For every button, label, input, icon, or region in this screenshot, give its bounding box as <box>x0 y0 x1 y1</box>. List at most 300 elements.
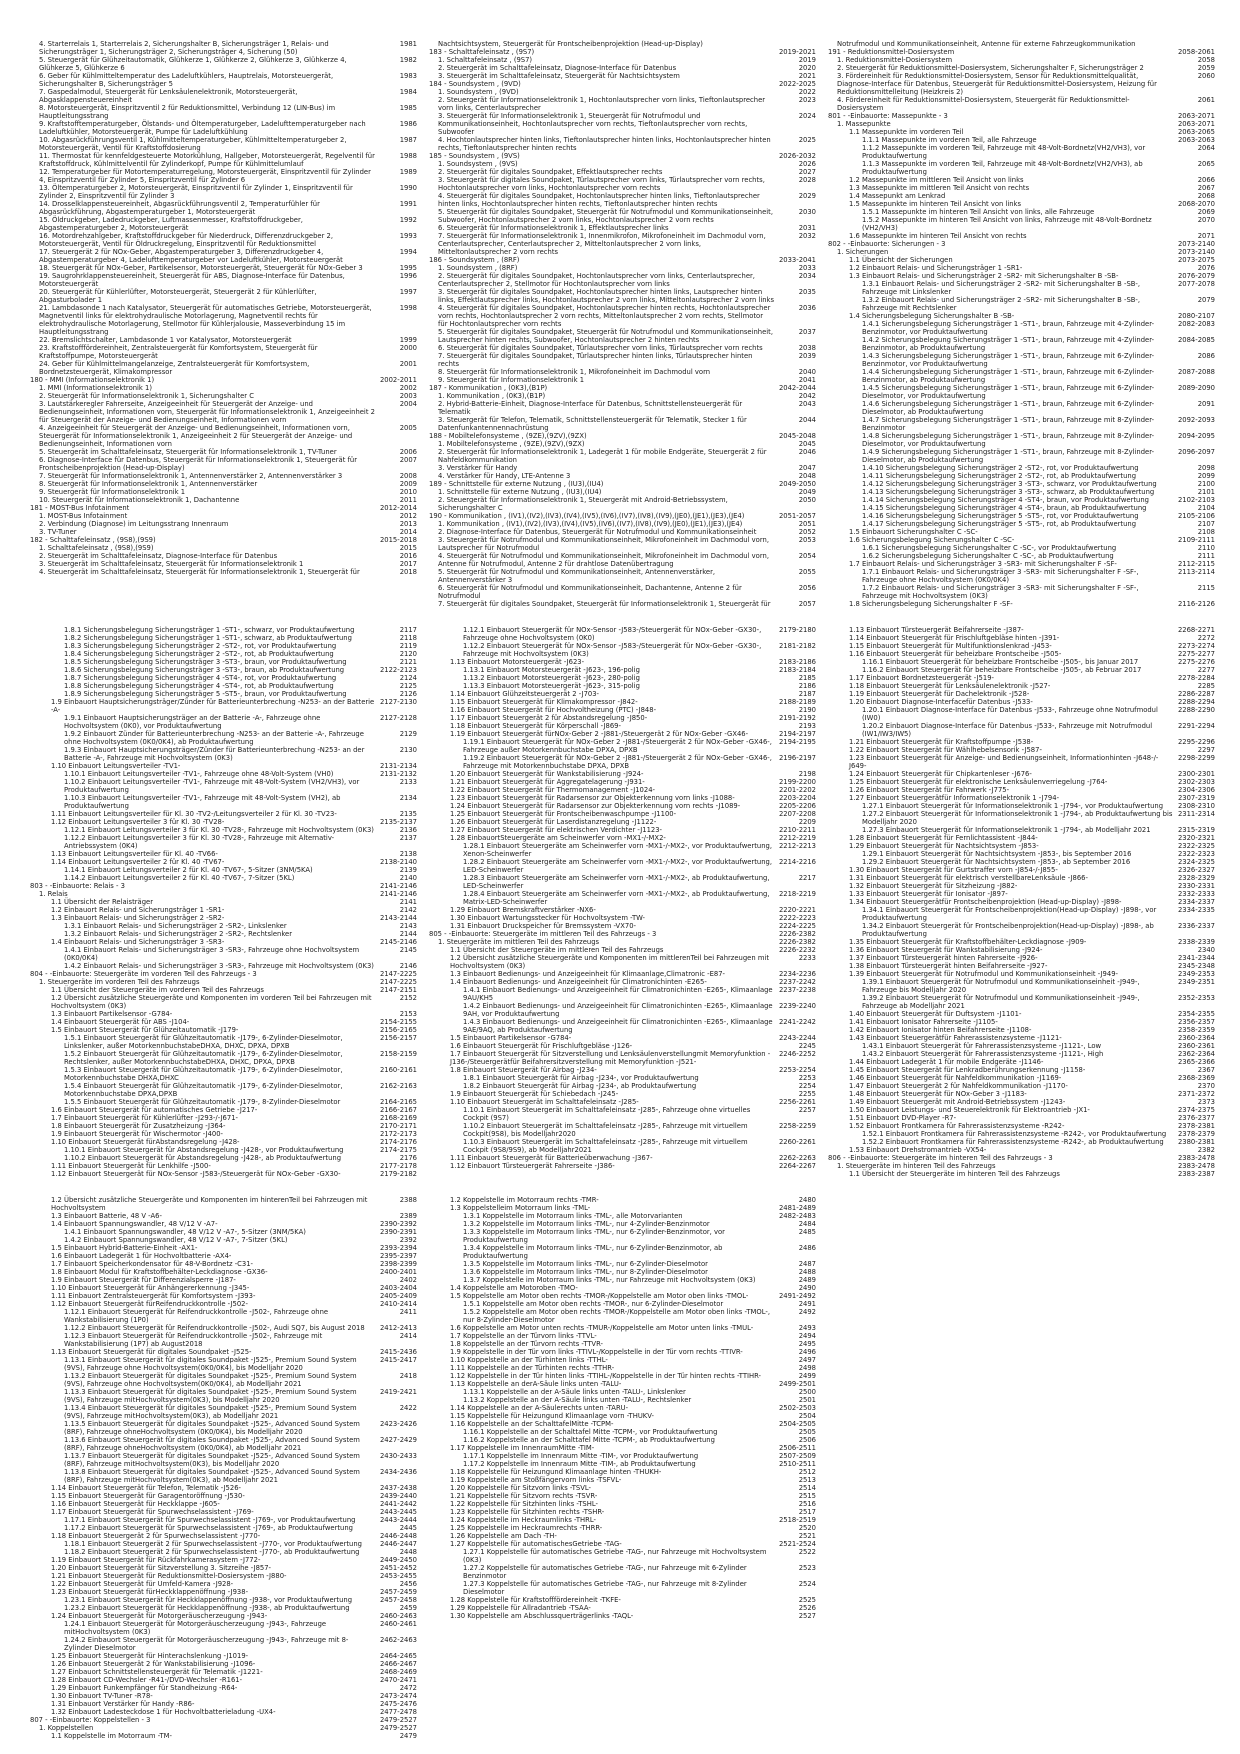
entry-page-range: 1989 <box>399 168 417 176</box>
index-entry-row <box>30 746 415 762</box>
entry-page-range: 2520 <box>798 1524 816 1532</box>
index-entry-row <box>429 72 814 80</box>
entry-page-range: 2518-2519 <box>778 1516 816 1524</box>
index-entry-row <box>30 1676 415 1684</box>
index-entry-row <box>30 1130 415 1138</box>
entry-text: 1.1 Übersicht der Relaisträger <box>51 898 153 906</box>
entry-page-range: 2311-2314 <box>1177 810 1215 818</box>
entry-text: 17. Steuergerät 2 für NOx-Geber, Abgastemperaturgeber 3, Differenzdruckgeber 4, Abgastemperaturgeber 4, Ladelufttemperaturgeber vor Ladeluftkühler, Motorsteuergerät <box>39 248 343 264</box>
entry-page-range: 2024 <box>798 112 816 120</box>
index-entry-row <box>429 1268 814 1276</box>
index-entry-row <box>429 552 814 568</box>
entry-text: 1.12.2 Einbauort Steuergerät für Reifendruckkontrolle -J502-, Audi SQ7, bis August 2018 <box>64 1324 365 1332</box>
entry-text: 1.26 Einbauort Steuergerät für Fahrwerk -J775- <box>849 786 1010 794</box>
index-entry-row <box>30 1122 415 1130</box>
entry-page-range: 2383-2478 <box>1177 1154 1215 1162</box>
entry-text: 1.13 Einbauort Steuergerät für digitales Soundpaket -J525- <box>51 1348 252 1356</box>
entry-page-range: 2049-2050 <box>778 480 816 488</box>
index-entry-row <box>429 344 814 352</box>
index-entry-row <box>30 456 415 472</box>
entry-page-range: 2487 <box>798 1260 816 1268</box>
index-entry-row <box>30 400 415 424</box>
index-entry-row <box>828 794 1213 802</box>
index-entry-row <box>30 1284 415 1292</box>
entry-text: 1.28 Einbauort Steuergerät für Fernlichtassistent -J844- <box>849 834 1038 842</box>
entry-text: 1.4.2 Einbauort Spannungswandler, 48 V/12 V -A7-, 7-Sitzer (5KL) <box>64 1236 288 1244</box>
entry-text: 1.11 Einbauort Steuergerät für Batterieüberwachung -J367- <box>450 1154 653 1162</box>
entry-text: 1.13 Einbauort Motorsteuergerät -J623- <box>450 658 585 666</box>
index-entry-row <box>429 1580 814 1596</box>
index-entry-row <box>30 72 415 88</box>
index-entry-row <box>828 1122 1213 1130</box>
entry-text: 1.14.2 Einbauort Leitungsverteiler 2 für Kl. 40 -TV67-, 7-Sitzer (5KL) <box>64 874 295 882</box>
entry-page-range: 2322-2323 <box>1177 850 1215 858</box>
entry-page-range: 2000 <box>399 344 417 352</box>
entry-text: 1.1 Massepunkte im vorderen Teil <box>849 128 964 136</box>
index-entry-row <box>828 520 1213 528</box>
index-entry-row <box>828 858 1213 866</box>
entry-text: 1. Sicherungen <box>837 248 889 256</box>
index-entry-row <box>30 1484 415 1492</box>
index-entry-row <box>828 746 1213 754</box>
entry-text: 1.17 Koppelstelle im InnenraumMitte -TIM- <box>450 1444 595 1452</box>
entry-page-range: 2512 <box>798 1468 816 1476</box>
entry-page-range: 2457-2458 <box>379 1596 417 1604</box>
index-section-row <box>30 376 415 384</box>
index-entry-row <box>828 890 1213 898</box>
entry-text: 15. Öldruckgeber, Ladedruckgeber, Luftmassenmesser, Kraftstoffdruckgeber, Abgastemperaturgeber 2, Motorsteuergerät <box>39 216 303 232</box>
entry-text: 1.3.3 Koppelstelle im Motorraum links -TML-, nur 6-Zylinder-Benzinmotor, vor Produktaufwertung <box>463 1228 725 1244</box>
entry-text: 1.12 Einbauort Steuergerät fürReifendruckkontrolle -J502- <box>51 1300 248 1308</box>
index-entry-row <box>429 1452 814 1460</box>
entry-text: 7. Steuergerät für digitales Soundpaket, Türlautsprecher hinten links, Türlautsprecher hinten rechts <box>438 352 753 368</box>
entry-page-range: 2068-2070 <box>1177 200 1215 208</box>
entry-page-range: 2415-2417 <box>379 1356 417 1364</box>
entry-page-range: 2040 <box>798 368 816 376</box>
entry-text: 1.27.3 Einbauort Steuergerät für Informationselektronik 1 -J794-, ab Modelljahr 2021 <box>862 826 1151 834</box>
index-entry-row <box>30 1244 415 1252</box>
entry-page-range: 2076 <box>1197 264 1215 272</box>
index-entry-row <box>30 1508 415 1516</box>
index-entry-row <box>429 1356 814 1364</box>
entry-text: 1.4.2 Einbauort Bedienungs- und Anzeigeeinheit für Climatronichinten -E265-, Klimaanlage 9AH, vor Produktaufwertung <box>463 1002 773 1018</box>
entry-page-range: 2245 <box>798 1042 816 1050</box>
entry-text: 1.8.9 Sicherungsbelegung Sicherungsträger 5 -ST5-, braun, vor Produktaufwertung <box>64 690 347 698</box>
entry-text: 1.18 Einbauort Steuergerät für Körperschall -J869- <box>450 722 621 730</box>
index-entry-row <box>828 1170 1213 1178</box>
index-entry-row <box>429 698 814 706</box>
index-entry-row <box>30 1660 415 1668</box>
index-entry-row <box>429 1484 814 1492</box>
index-entry-row <box>828 528 1213 536</box>
index-section-row <box>429 80 814 88</box>
index-entry-row <box>429 1324 814 1332</box>
index-section-row <box>429 432 814 440</box>
entry-page-range: 2038 <box>798 344 816 352</box>
index-entry-row <box>429 1468 814 1476</box>
index-entry-row <box>30 1154 415 1162</box>
entry-page-range: 2278-2284 <box>1177 674 1215 682</box>
entry-text: 1.13.1 Einbauort Motorsteuergerät -J623-, 196-polig <box>463 666 640 674</box>
entry-text: 4. Steuergerät für digitales Soundpaket, Hochtonlautsprecher hinten links, Tieftonlautsprecher hinten links, Hochtonlautsprecher hinten rechts, Tieftonlautsprecher hinten rechts <box>438 192 760 208</box>
index-entry-row <box>30 930 415 938</box>
entry-page-range: 2032 <box>798 232 816 240</box>
entry-page-range: 2190 <box>798 706 816 714</box>
entry-page-range: 2179-2180 <box>778 626 816 634</box>
entry-text: 1.4.2 Einbauort Relais- und Sicherungsträger 3 -SR3-, Fahrzeuge mit Hochvoltsystem (0K3) <box>64 962 374 970</box>
entry-text: 1. Mobiltelefonsysteme , (9ZE),(9ZV),(9ZX) <box>438 440 585 448</box>
index-entry-row <box>30 1220 415 1228</box>
entry-text: 1.4.8 Sicherungsbelegung Sicherungsträger 1 -ST1-, braun, Fahrzeuge mit 8-Zylinder-Dieselmotor, vor Produktaufwertung <box>862 432 1155 448</box>
entry-text: 1.10.1 Einbauort Leitungsverteiler -TV1-, Fahrzeuge ohne 48-Volt-System (VH0) <box>64 770 334 778</box>
index-entry-row <box>429 1548 814 1564</box>
entry-text: 1.1.2 Massepunkte im vorderen Teil, Fahrzeuge mit 48-Volt-Bordnetz(VH2/VH3), vor Produktaufwertung <box>862 144 1146 160</box>
entry-text: 1.46 Einbauort Steuergerät für Nahfeldkommunikation -J1169- <box>849 1074 1062 1082</box>
entry-text: 1.16 Koppelstelle an der SchalttafelMitte -TCPM- <box>450 1420 614 1428</box>
index-entry-row <box>30 1548 415 1556</box>
entry-text: 1.7 Einbauort Speicherkondensator für 48-V-Bordnetz -C31- <box>51 1260 254 1268</box>
entry-page-range: 2058-2061 <box>1177 48 1215 56</box>
entry-text: 1.3.1 Koppelstelle im Motorraum links -TML-, alle Motorvarianten <box>463 1212 683 1220</box>
entry-page-range: 2037 <box>798 328 816 336</box>
index-entry-row <box>30 1452 415 1468</box>
entry-page-range: 2130 <box>399 746 417 754</box>
entry-text: 1. Soundsystem , (9VD) <box>438 88 519 96</box>
entry-page-range: 1984 <box>399 88 417 96</box>
entry-page-range: 2392 <box>399 1236 417 1244</box>
entry-page-range: 2140 <box>399 874 417 882</box>
index-entry-row <box>429 802 814 810</box>
index-entry-row <box>429 1138 814 1154</box>
entry-page-range: 2029 <box>798 192 816 200</box>
entry-page-range: 2479-2527 <box>379 1724 417 1732</box>
entry-text: 1.9.2 Einbauort Zünder für Batterieunterbrechung -N253- an der Batterie -A-, Fahrzeuge ohne Hochvoltsystem (0K0/0K4), ab Produktaufwertung <box>64 730 364 746</box>
entry-text: 1.3.2 Einbauort Relais- und Sicherungsträger 2 -SR2-, Rechtslenker <box>64 930 293 938</box>
index-entry-row <box>429 440 814 448</box>
entry-text: 1.13.3 Einbauort Motorsteuergerät -J623-, 315-polig <box>463 682 640 690</box>
entry-page-range: 2077-2078 <box>1177 280 1215 288</box>
entry-text: 1.19 Einbauort Steuergerät fürNOx-Geber 2 -J881-/Steuergerät 2 für NOx-Geber -GX46- <box>450 730 749 738</box>
entry-text: 1.21 Einbauort Steuergerät für Reduktionsmittel-Dosiersystem -J880- <box>51 1572 287 1580</box>
index-entry-row <box>429 1396 814 1404</box>
index-entry-row <box>429 496 814 512</box>
index-entry-row <box>30 1098 415 1106</box>
entry-text: 1.4.3 Sicherungsbelegung Sicherungsträger 1 -ST1-, braun, Fahrzeuge mit 6-Zylinder-Benzinmotor, vor Produktaufwertung <box>862 352 1155 368</box>
entry-text: 5. Steuergerät für Glühzeitautomatik, Glühkerze 1, Glühkerze 2, Glühkerze 3, Glühkerze 4, Glühkerze 5, Glühkerze 6 <box>39 56 347 72</box>
entry-text: 1.2 Einbauort Relais- und Sicherungsträger 1 -SR1- <box>51 906 225 914</box>
index-entry-row <box>30 1612 415 1620</box>
index-section-row <box>429 512 814 520</box>
entry-text: 1.3 Koppelstelleim Motorraum links -TML- <box>450 1204 591 1212</box>
entry-text: 1.8.1 Einbauort Steuergerät für Airbag -J234-, vor Produktaufwertung <box>463 1074 699 1082</box>
entry-text: 1.4.15 Sicherungsbelegung Sicherungsträger 4 -ST4-, braun, ab Produktaufwertung <box>862 504 1147 512</box>
entry-text: 1. Steuergeräte im mittleren Teil des Fahrzeugs <box>438 938 600 946</box>
index-entry-row <box>828 272 1213 280</box>
index-entry-row <box>429 464 814 472</box>
entry-page-range: 2390-2392 <box>379 1220 417 1228</box>
index-entry-row <box>30 264 415 272</box>
index-entry-row <box>30 1146 415 1154</box>
index-entry-row <box>30 658 415 666</box>
entry-text: 1.12.2 Einbauort Steuergerät für NOx-Sensor -J583-/Steuergerät für NOx-Geber -GX30-, Fahrzeuge mit Hochvoltsystem (0K3) <box>463 642 762 658</box>
index-entry-row <box>30 810 415 818</box>
index-entry-row <box>30 1588 415 1596</box>
entry-page-range: 2105-2106 <box>1177 512 1215 520</box>
entry-page-range: 2141-2146 <box>379 890 417 898</box>
index-entry-row <box>30 1082 415 1098</box>
index-entry-row <box>429 1508 814 1516</box>
entry-text: 1.27.3 Koppelstelle für automatisches Getriebe -TAG-, nur Fahrzeuge mit 8-Zylinder Dieselmotor <box>463 1580 747 1596</box>
entry-text: 2. Steuergerät im Schalttafeleinsatz, Diagnose-Interface für Datenbus <box>438 64 677 72</box>
entry-text: 1. Relais <box>39 890 68 898</box>
entry-text: 1.3.1 Einbauort Relais- und Sicherungsträger 2 -SR2- mit Sicherungshalter B -SB-, Fahrzeuge mit Linkslenker <box>862 280 1141 296</box>
index-column <box>30 1196 415 1740</box>
index-entry-row <box>828 1090 1213 1098</box>
entry-page-range: 2514 <box>798 1484 816 1492</box>
index-entry-row <box>828 850 1213 858</box>
entry-text: 3. TV-Tuner <box>39 528 77 536</box>
index-entry-row <box>429 376 814 384</box>
entry-page-range: 2275-2276 <box>1177 658 1215 666</box>
entry-page-range: 2495 <box>798 1340 816 1348</box>
entry-text: 1.26 Koppelstelle am Dach -TH- <box>450 1532 557 1540</box>
index-column <box>828 40 1213 608</box>
index-entry-row <box>30 1010 415 1018</box>
entry-text: 2. Steuergerät im Schalttafeleinsatz, Diagnose-Interface für Datenbus <box>39 552 278 560</box>
entry-text: 1.4.6 Sicherungsbelegung Sicherungsträger 1 -ST1-, braun, Fahrzeuge mit 6-Zylinder-Dieselmotor, ab Produktaufwertung <box>862 400 1155 416</box>
entry-page-range: 2383-2387 <box>1177 1170 1215 1178</box>
index-band-top <box>30 40 1213 608</box>
entry-page-range: 2304-2306 <box>1177 786 1215 794</box>
entry-text: 1.8.7 Sicherungsbelegung Sicherungsträger 4 -ST4-, rot, vor Produktaufwertung <box>64 674 337 682</box>
entry-page-range: 2174-2175 <box>379 1146 417 1154</box>
index-entry-row <box>429 690 814 698</box>
entry-page-range: 1985 <box>399 104 417 112</box>
index-entry-row <box>30 512 415 520</box>
entry-page-range: 2445 <box>399 1524 417 1532</box>
entry-page-range: 2059 <box>1197 64 1215 72</box>
index-entry-row <box>828 352 1213 368</box>
index-entry-row <box>30 1212 415 1220</box>
entry-text: 1.31 Einbauort Steuergerät für elektrisch verstellbareLenksäule -J866- <box>849 874 1088 882</box>
entry-text: 4. Hochtonlautsprecher hinten links, Tieftonlautsprecher hinten links, Hochtonlautsprecher hinten rechts, Tieftonlautsprecher hinten rechts <box>438 136 771 152</box>
entry-page-range: 1998 <box>399 304 417 312</box>
entry-page-range: 2288-2294 <box>1177 698 1215 706</box>
entry-page-range: 2201-2202 <box>778 786 816 794</box>
entry-text: 1.5.2 Koppelstelle am Motor oben rechts -TMOR-/Koppelstelle am Motor oben links -TMOL-, nur 8-Zylinder-Dieselmotor <box>463 1308 770 1324</box>
entry-page-range: 2028 <box>798 176 816 184</box>
index-entry-row <box>30 1268 415 1276</box>
index-entry-row <box>828 472 1213 480</box>
entry-page-range: 2154-2155 <box>379 1018 417 1026</box>
index-entry-row <box>828 200 1213 208</box>
entry-page-range: 2510-2511 <box>778 1460 816 1468</box>
index-entry-row <box>828 770 1213 778</box>
index-entry-row <box>30 1692 415 1700</box>
entry-page-range: 2104 <box>1197 504 1215 512</box>
entry-text: 1.8.3 Sicherungsbelegung Sicherungsträger 2 -ST2-, rot, vor Produktaufwertung <box>64 642 337 650</box>
entry-page-range: 2116-2126 <box>1177 600 1215 608</box>
entry-page-range: 2521 <box>798 1532 816 1540</box>
index-entry-row <box>828 1106 1213 1114</box>
index-entry-row <box>828 666 1213 674</box>
index-entry-row <box>429 288 814 304</box>
entry-text: 9. Kraftstofftemperaturgeber, Ölstands- und Öltemperaturgeber, Ladelufttemperaturgeber nach Ladeluftkühler, Motorsteuergerät, Pumpe für Ladeluftkühlung <box>39 120 366 136</box>
index-entry-row <box>30 56 415 72</box>
entry-page-range: 2499-2501 <box>778 1380 816 1388</box>
entry-page-range: 2136 <box>399 826 417 834</box>
index-entry-row <box>30 1026 415 1034</box>
entry-text: 1.4 Einbauort Steuergerät für ABS -J104- <box>51 1018 190 1026</box>
entry-page-range: 2039 <box>798 352 816 360</box>
entry-page-range: 2071 <box>1197 232 1215 240</box>
entry-page-range: 2256-2261 <box>778 1098 816 1106</box>
entry-page-range: 2058 <box>1197 56 1215 64</box>
index-entry-row <box>828 954 1213 962</box>
entry-text: 1.13.2 Einbauort Motorsteuergerät -J623-, 280-polig <box>463 674 640 682</box>
index-entry-row <box>429 488 814 496</box>
index-entry-row <box>30 424 415 448</box>
entry-text: 1.24 Koppelstelle im Heckraumlinks -THRL- <box>450 1516 596 1524</box>
entry-text: 1.4.12 Sicherungsbelegung Sicherungsträger 3 -ST3-, schwarz, vor Produktaufwertung <box>862 480 1157 488</box>
index-entry-row <box>429 600 814 608</box>
index-entry-row <box>429 658 814 666</box>
entry-text: 1.49 Einbauort Steuergerät mit Android-Betriebssystem -J1243- <box>849 1098 1066 1106</box>
index-entry-row <box>828 1146 1213 1154</box>
entry-page-range: 2124 <box>399 674 417 682</box>
index-entry-row <box>30 1324 415 1332</box>
entry-text: 1.27.2 Koppelstelle für automatisches Getriebe -TAG-, nur Fahrzeuge mit 6-Zylinder Benzinmotor <box>463 1564 747 1580</box>
index-column <box>30 626 415 1178</box>
entry-text: 1.32 Einbauort Ladesteckdose 1 für Hochvoltbatterieladung -UX4- <box>51 1708 276 1716</box>
entry-text: 1.30 Einbauort TV-Tuner -R78- <box>51 1692 153 1700</box>
entry-text: 5. Steuergerät im Schalttafeleinsatz, Steuergerät für Informationselektronik 1, TV-Tuner <box>39 448 337 456</box>
entry-page-range: 2488 <box>798 1268 816 1276</box>
index-entry-row <box>429 56 814 64</box>
index-entry-row <box>429 192 814 208</box>
entry-text: 182 - Schalttafeleinsatz , (9S8),(9S9) <box>30 536 156 544</box>
entry-text: 2. Steuergerät für Informationselektronik 1, Steuergerät mit Android-Betriebssystem, Sicherungshalter C <box>438 496 728 512</box>
entry-text: 189 - Schnittstelle für externe Nutzung , (IU3),(IU4) <box>429 480 604 488</box>
entry-text: 1.8.4 Sicherungsbelegung Sicherungsträger 2 -ST2-, rot, ab Produktaufwertung <box>64 650 334 658</box>
entry-text: 1.4.1 Sicherungsbelegung Sicherungsträger 1 -ST1-, braun, Fahrzeuge mit 4-Zylinder-Benzinmotor, vor Produktaufwertung <box>862 320 1155 336</box>
index-entry-row <box>30 1260 415 1268</box>
index-entry-row <box>429 1540 814 1548</box>
index-entry-row <box>30 1050 415 1066</box>
index-entry-row <box>429 1284 814 1292</box>
entry-page-range: 2460-2461 <box>379 1620 417 1628</box>
entry-text: 6. Steuergerät für Notrufmodul und Kommunikationseinheit, Dachantenne, Antenne 2 für Notrufmodul <box>438 584 742 600</box>
entry-page-range: 2479-2527 <box>379 1716 417 1724</box>
entry-page-range: 2101 <box>1197 488 1215 496</box>
index-entry-row <box>429 1444 814 1452</box>
index-entry-row <box>828 432 1213 448</box>
entry-text: 6. Steuergerät für digitales Soundpaket, Türlautsprecher vorn links, Türlautsprecher vorn rechts <box>438 344 763 352</box>
entry-page-range: 2383-2478 <box>1177 1162 1215 1170</box>
index-entry-row <box>828 192 1213 200</box>
entry-page-range: 2091 <box>1197 400 1215 408</box>
entry-page-range: 2466-2467 <box>379 1660 417 1668</box>
entry-text: 1.9.3 Einbauort Hauptsicherungsträger/Zünder für Batterieunterbrechung -N253- an der Batterie -A-, Fahrzeuge mit Hochvoltsystem (0K3) <box>64 746 365 762</box>
entry-text: 1.13.2 Koppelstelle an der A-Säule links unten -TALU-, Rechtslenker <box>463 1396 692 1404</box>
entry-text: 1.3 Einbauort Partikelsensor -G784- <box>51 1010 173 1018</box>
entry-page-range: 2453-2455 <box>379 1572 417 1580</box>
entry-text: 1.25 Einbauort Steuergerät für Frontscheibenwaschpumpe -J1100- <box>450 810 677 818</box>
index-entry-row <box>828 1066 1213 1074</box>
index-entry-row <box>30 1668 415 1676</box>
entry-page-range: 2526 <box>798 1604 816 1612</box>
entry-page-range: 2049 <box>798 488 816 496</box>
entry-page-range: 2218-2219 <box>778 890 816 898</box>
index-entry-row <box>828 1042 1213 1050</box>
entry-page-range: 2019-2021 <box>778 48 816 56</box>
index-entry-row <box>30 336 415 344</box>
index-entry-row <box>30 1724 415 1732</box>
index-entry-row <box>429 1292 814 1300</box>
entry-page-range: 2022-2025 <box>778 80 816 88</box>
entry-text: 1.16 Einbauort Steuergerät für Heckklappe -J605- <box>51 1500 220 1508</box>
entry-text: 1.24 Einbauort Steuergerät für Radarsensor zur Objekterkennung vorn rechts -J1089- <box>450 802 741 810</box>
index-entry-row <box>828 136 1213 144</box>
index-entry-row <box>429 304 814 328</box>
entry-text: 1.14 Einbauort Steuergerät für Telefon, Telematik -J526- <box>51 1484 241 1492</box>
entry-text: 1.8 Sicherungsbelegung Sicherungshalter F -SF- <box>849 600 1013 608</box>
entry-page-range: 2118 <box>399 634 417 642</box>
entry-text: 9. Steuergerät für Informationselektronik 1 <box>438 376 585 384</box>
entry-text: 12. Temperaturgeber für Motortemperaturregelung, Motorsteuergerät, Einspritzventil für Zylinder 4, Einspritzventil für Zylinder 5, Einspritzventil für Zylinder 6 <box>39 168 371 184</box>
entry-text: 1.28 Koppelstelle für Kraftstofffördereinheit -TKFE- <box>450 1596 621 1604</box>
entry-text: 8. Steuergerät für Informationselektronik 1, Mikrofoneinheit im Dachmodul vorn <box>438 368 711 376</box>
index-entry-row <box>30 858 415 866</box>
entry-text: 21. Lambdasonde 1 nach Katalysator, Steuergerät für automatisches Getriebe, Motorsteuergerät, Magnetventil links für elektrohydraulische Motorlagerung, Magnetventil rechts für elektrohydraulische Motorlagerung, Stellmotor für Kühlerjalousie, Masseverbindung 15 im Hauptleitungsstrang <box>39 304 372 336</box>
index-entry-row <box>828 264 1213 272</box>
entry-page-range: 2340 <box>1197 946 1215 954</box>
entry-page-range: 2378-2381 <box>1177 1122 1215 1130</box>
entry-page-range: 2378-2379 <box>1177 1130 1215 1138</box>
entry-page-range: 2003 <box>399 392 417 400</box>
index-entry-row <box>30 1572 415 1580</box>
entry-page-range: 2036 <box>798 304 816 312</box>
entry-text: 1.30 Einbauort Steuergerät für Gurtstraffer vorn -J854-/-J855- <box>849 866 1058 874</box>
entry-text: 8. Motorsteuergerät, Einspritzventil 2 für Reduktionsmittel, Verbindung 12 (LIN-Bus) im Hauptleitungsstrang <box>39 104 336 120</box>
entry-text: 1.39 Einbauort Steuergerät für Notrufmodul und Kommunikationseinheit -J949- <box>849 970 1118 978</box>
index-entry-row <box>30 1196 415 1212</box>
entry-page-range: 2258-2259 <box>778 1122 816 1130</box>
entry-text: 1.16.1 Einbauort Steuergerät für beheizbare Frontscheibe -J505-, bis Januar 2017 <box>862 658 1139 666</box>
entry-text: 807 - -Einbauorte: Koppelstellen - 3 <box>30 1716 151 1724</box>
entry-text: 1.2 Übersicht zusätzliche Steuergeräte und Komponenten im mittlerenTeil bei Fahrzeugen mit Hochvoltsystem (0K3) <box>450 954 769 970</box>
entry-text: 1.43.1 Einbauort Steuergerät für Fahrerassistenzsysteme -J1121-, Low <box>862 1042 1102 1050</box>
index-entry-row <box>429 938 814 946</box>
index-entry-row <box>429 1074 814 1082</box>
index-entry-row <box>429 1516 814 1524</box>
index-entry-row <box>30 104 415 120</box>
entry-text: 1.27 Einbauort Steuergerätfür Informationselektronik 1 -J794- <box>849 794 1060 802</box>
entry-page-range: 2035 <box>798 288 816 296</box>
entry-page-range: 2330-2331 <box>1177 882 1215 890</box>
index-entry-row <box>429 568 814 584</box>
entry-page-range: 2451-2452 <box>379 1564 417 1572</box>
entry-text: Nachtsichtsystem, Steuergerät für Frontscheibenprojektion (Head-up-Display) <box>438 40 703 48</box>
index-entry-row <box>30 922 415 930</box>
entry-text: 1.4.1 Einbauort Spannungswandler, 48 V/12 V -A7-, 5-Sitzer (3NM/5KA) <box>64 1228 306 1236</box>
entry-page-range: 2253-2254 <box>778 1066 816 1074</box>
entry-text: 1.39.1 Einbauort Steuergerät für Notrufmodul und Kommunikationseinheit -J949-, Fahrzeuge bis Modelljahr 2020 <box>862 978 1140 994</box>
index-entry-row <box>828 536 1213 544</box>
index-entry-row <box>429 1260 814 1268</box>
index-entry-row <box>429 352 814 368</box>
entry-text: 1.17 Einbauort Bordnetzsteuergerät -J519- <box>849 674 994 682</box>
